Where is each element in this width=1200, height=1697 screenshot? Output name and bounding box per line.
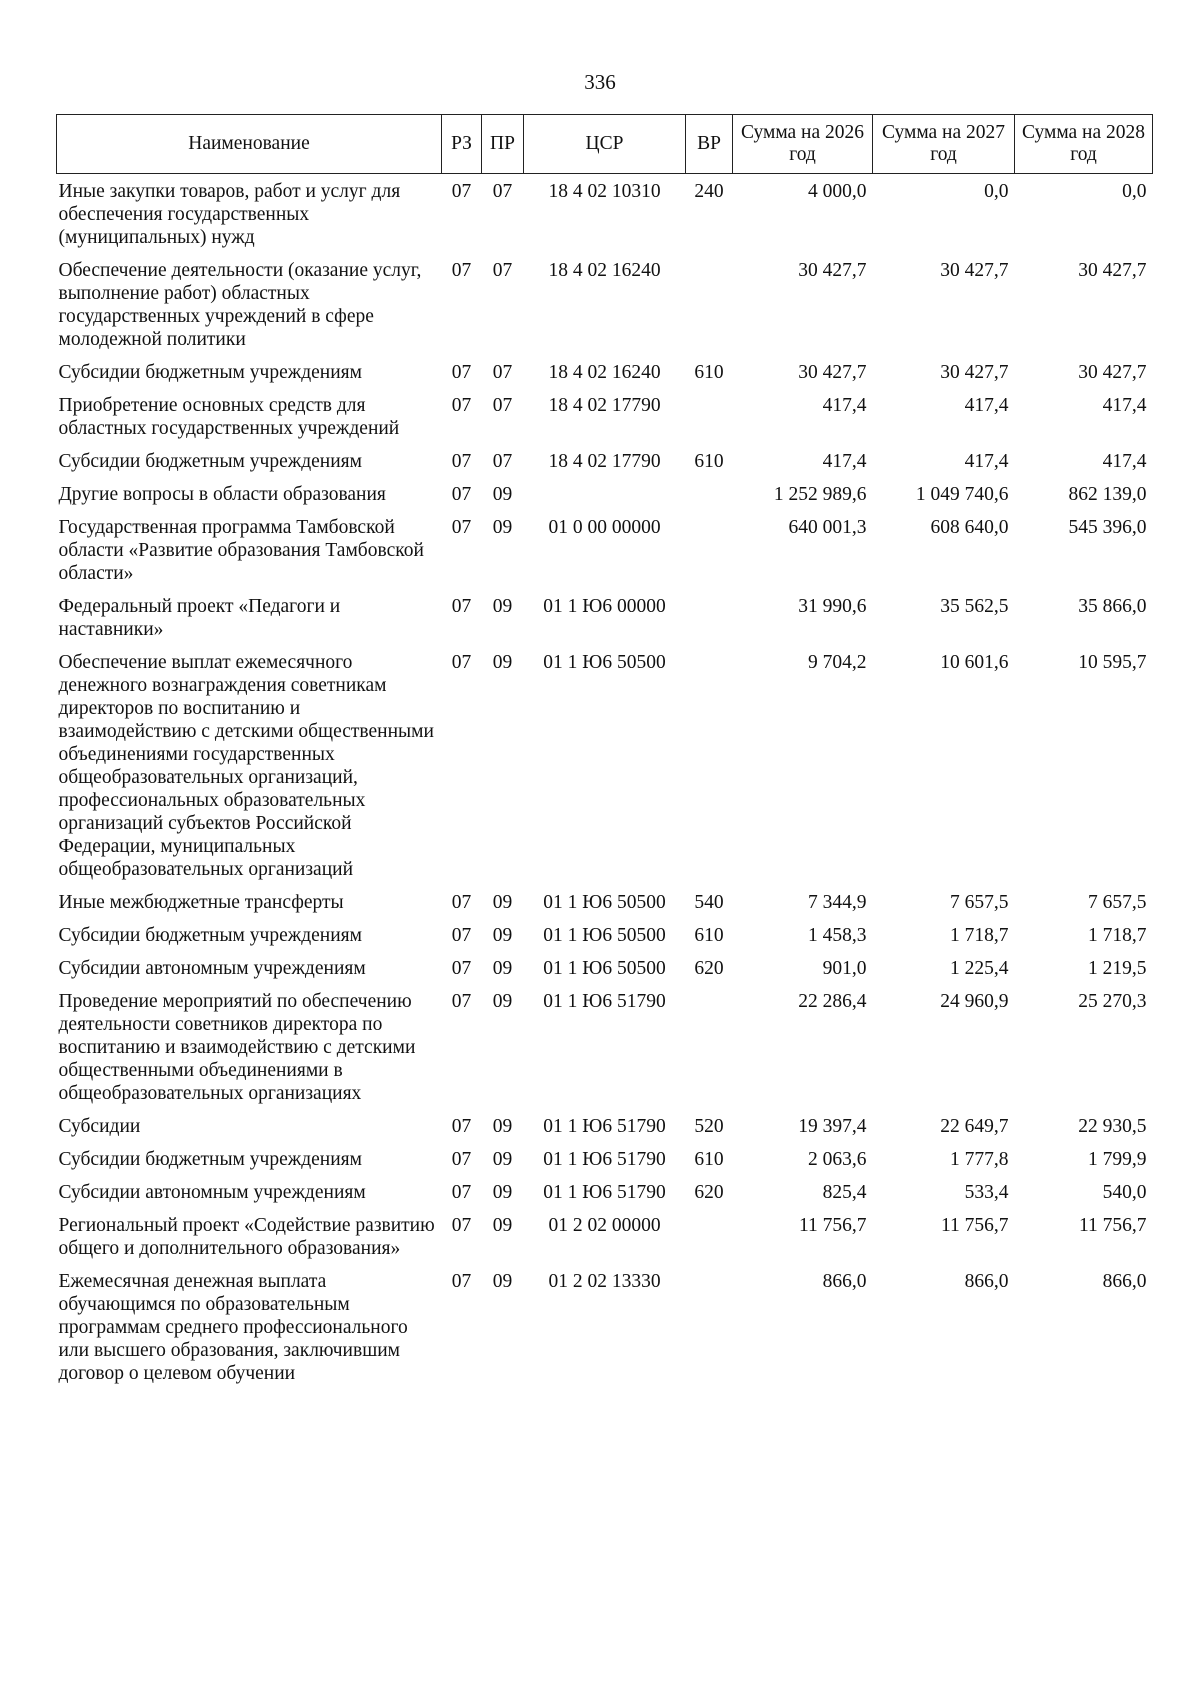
cell-sum-2028: 35 866,0 [1078,596,1147,617]
cell-name: Другие вопросы в области образования [58,484,386,505]
cell-sum-2028: 1 219,5 [1088,958,1147,979]
table-row [57,388,1153,444]
cell-sum-2026: 901,0 [822,958,867,979]
cell-name: Обеспечение выплат ежемесячного денежного вознаграждения советникам директоров по воспитанию и взаимодействию с детскими общественными объединениями государственных общеобразовательных организаций, профессиональных образовательных организаций субъектов Российской Федерации, муниципальных общеобразовательных организаций [58,652,434,880]
cell-name: Государственная программа Тамбовской области «Развитие образования Тамбовской области» [58,517,424,584]
cell-sum-2028: 417,4 [1102,395,1147,416]
cell-name: Региональный проект «Содействие развитию общего и дополнительного образования» [58,1215,435,1259]
cell-sum-2028: 545 396,0 [1068,517,1147,538]
table-row [57,1264,1153,1389]
cell-vr [686,388,733,444]
cell-sum-2028: 25 270,3 [1078,991,1147,1012]
cell-sum-2026: 9 704,2 [808,652,867,673]
cell-csr: 18 4 02 17790 [548,395,661,416]
cell-rz: 07 [451,395,472,416]
cell-rz: 07 [451,1149,472,1170]
cell-sum-2028: 0,0 [1122,181,1147,202]
cell-sum-2028: 866,0 [1102,1271,1147,1292]
cell-vr: 610 [694,451,724,472]
cell-vr [686,510,733,589]
cell-sum-2028: 11 756,7 [1078,1215,1147,1236]
header-sum-2026: Сумма на 2026 год [733,115,873,174]
cell-sum-2026: 866,0 [822,1271,867,1292]
cell-name: Ежемесячная денежная выплата обучающимся по образовательным программам среднего профессионального или высшего образования, заключившим договор о целевом обучении [58,1271,408,1384]
cell-name: Иные межбюджетные трансферты [58,892,344,913]
cell-sum-2028: 30 427,7 [1078,260,1147,281]
cell-vr [686,645,733,885]
cell-vr [686,477,733,510]
cell-pr: 07 [492,395,513,416]
cell-sum-2026: 7 344,9 [808,892,867,913]
cell-name: Приобретение основных средств для областных государственных учреждений [58,395,400,439]
cell-pr: 09 [492,1149,513,1170]
cell-pr: 09 [492,925,513,946]
cell-vr: 520 [694,1116,724,1137]
table-row [57,1208,1153,1264]
cell-csr: 01 1 Ю6 50500 [543,925,666,946]
cell-csr: 18 4 02 16240 [548,260,661,281]
cell-rz: 07 [451,260,472,281]
cell-sum-2027: 866,0 [964,1271,1009,1292]
cell-rz: 07 [451,958,472,979]
table-row [57,477,1153,510]
cell-sum-2026: 417,4 [822,451,867,472]
header-name: Наименование [57,115,442,174]
cell-name: Субсидии автономным учреждениям [58,1182,366,1203]
cell-sum-2028: 22 930,5 [1078,1116,1147,1137]
cell-csr: 01 1 Ю6 51790 [543,1182,666,1203]
cell-sum-2028: 1 799,9 [1088,1149,1147,1170]
cell-csr: 18 4 02 17790 [548,451,661,472]
cell-sum-2027: 22 649,7 [940,1116,1009,1137]
cell-csr: 01 1 Ю6 50500 [543,892,666,913]
table-row [57,984,1153,1109]
cell-sum-2028: 30 427,7 [1078,362,1147,383]
cell-sum-2027: 533,4 [964,1182,1009,1203]
cell-sum-2027: 608 640,0 [930,517,1009,538]
cell-vr [686,253,733,355]
cell-name: Субсидии автономным учреждениям [58,958,366,979]
cell-sum-2026: 31 990,6 [798,596,867,617]
cell-pr: 09 [492,484,513,505]
cell-vr: 620 [694,958,724,979]
table-row [57,589,1153,645]
cell-rz: 07 [451,1271,472,1292]
cell-vr [686,589,733,645]
table-row [57,355,1153,388]
cell-sum-2027: 0,0 [984,181,1009,202]
cell-vr: 610 [694,362,724,383]
cell-sum-2027: 417,4 [964,451,1009,472]
cell-pr: 07 [492,260,513,281]
cell-rz: 07 [451,484,472,505]
cell-pr: 09 [492,1116,513,1137]
cell-sum-2027: 1 225,4 [950,958,1009,979]
cell-rz: 07 [451,925,472,946]
cell-pr: 07 [492,451,513,472]
cell-sum-2027: 1 049 740,6 [915,484,1009,505]
table-row [57,1109,1153,1142]
cell-rz: 07 [451,1215,472,1236]
cell-sum-2028: 862 139,0 [1068,484,1147,505]
cell-csr: 01 1 Ю6 00000 [543,596,666,617]
cell-rz: 07 [451,991,472,1012]
cell-sum-2026: 1 458,3 [808,925,867,946]
table-body [57,174,1153,1390]
cell-name: Субсидии бюджетным учреждениям [58,362,362,383]
cell-csr: 01 1 Ю6 51790 [543,1116,666,1137]
cell-sum-2027: 10 601,6 [940,652,1009,673]
cell-sum-2027: 1 718,7 [950,925,1009,946]
cell-name: Субсидии бюджетным учреждениям [58,1149,362,1170]
cell-pr: 07 [492,181,513,202]
cell-sum-2026: 1 252 989,6 [773,484,867,505]
cell-vr: 610 [694,1149,724,1170]
cell-sum-2027: 35 562,5 [940,596,1009,617]
cell-name: Субсидии [58,1116,141,1137]
cell-sum-2026: 417,4 [822,395,867,416]
cell-sum-2028: 540,0 [1102,1182,1147,1203]
cell-name: Субсидии бюджетным учреждениям [58,925,362,946]
cell-sum-2026: 4 000,0 [808,181,867,202]
cell-pr: 09 [492,991,513,1012]
table-row [57,510,1153,589]
cell-name: Федеральный проект «Педагоги и наставники» [58,596,341,640]
cell-rz: 07 [451,362,472,383]
table-header [57,115,1153,174]
budget-table [56,114,1153,1389]
cell-vr [686,984,733,1109]
cell-name: Субсидии бюджетным учреждениям [58,451,362,472]
header-sum-2027: Сумма на 2027 год [873,115,1015,174]
cell-rz: 07 [451,181,472,202]
cell-vr: 540 [694,892,724,913]
cell-sum-2027: 30 427,7 [940,362,1009,383]
cell-sum-2027: 7 657,5 [950,892,1009,913]
cell-sum-2027: 24 960,9 [940,991,1009,1012]
cell-sum-2026: 30 427,7 [798,362,867,383]
cell-csr: 01 1 Ю6 50500 [543,958,666,979]
cell-vr: 240 [694,181,724,202]
cell-sum-2028: 1 718,7 [1088,925,1147,946]
cell-vr: 610 [694,925,724,946]
cell-pr: 09 [492,958,513,979]
cell-csr: 18 4 02 10310 [548,181,661,202]
cell-rz: 07 [451,1116,472,1137]
cell-sum-2026: 11 756,7 [798,1215,867,1236]
cell-sum-2027: 1 777,8 [950,1149,1009,1170]
cell-sum-2026: 30 427,7 [798,260,867,281]
cell-csr: 01 2 02 00000 [548,1215,661,1236]
cell-pr: 07 [492,362,513,383]
cell-vr [686,1264,733,1389]
cell-sum-2028: 10 595,7 [1078,652,1147,673]
cell-pr: 09 [492,652,513,673]
cell-vr [686,1208,733,1264]
table-row [57,253,1153,355]
cell-pr: 09 [492,1182,513,1203]
table-row [57,951,1153,984]
cell-sum-2027: 30 427,7 [940,260,1009,281]
header-vr: ВР [686,115,733,174]
header-rz: РЗ [442,115,482,174]
table-row [57,174,1153,254]
cell-sum-2026: 2 063,6 [808,1149,867,1170]
table-row [57,918,1153,951]
cell-sum-2027: 11 756,7 [940,1215,1009,1236]
cell-rz: 07 [451,517,472,538]
table-row [57,444,1153,477]
cell-pr: 09 [492,1271,513,1292]
cell-pr: 09 [492,517,513,538]
cell-csr [524,477,686,510]
cell-vr: 620 [694,1182,724,1203]
cell-csr: 18 4 02 16240 [548,362,661,383]
header-csr: ЦСР [524,115,686,174]
page-number: 336 [584,70,616,94]
cell-csr: 01 1 Ю6 50500 [543,652,666,673]
cell-pr: 09 [492,596,513,617]
cell-csr: 01 1 Ю6 51790 [543,1149,666,1170]
cell-rz: 07 [451,451,472,472]
table-row [57,1142,1153,1175]
cell-rz: 07 [451,892,472,913]
cell-sum-2028: 417,4 [1102,451,1147,472]
cell-rz: 07 [451,652,472,673]
cell-sum-2026: 22 286,4 [798,991,867,1012]
table-row [57,645,1153,885]
table-row [57,885,1153,918]
cell-rz: 07 [451,596,472,617]
cell-csr: 01 1 Ю6 51790 [543,991,666,1012]
cell-sum-2026: 19 397,4 [798,1116,867,1137]
header-pr: ПР [482,115,524,174]
cell-sum-2027: 417,4 [964,395,1009,416]
cell-sum-2026: 825,4 [822,1182,867,1203]
cell-csr: 01 2 02 13330 [548,1271,661,1292]
cell-sum-2028: 7 657,5 [1088,892,1147,913]
cell-csr: 01 0 00 00000 [548,517,661,538]
cell-pr: 09 [492,892,513,913]
table-row [57,1175,1153,1208]
cell-rz: 07 [451,1182,472,1203]
header-sum-2028: Сумма на 2028 год [1015,115,1153,174]
cell-name: Обеспечение деятельности (оказание услуг, выполнение работ) областных государственных учреждений в сфере молодежной политики [58,260,422,350]
cell-pr: 09 [492,1215,513,1236]
cell-name: Проведение мероприятий по обеспечению деятельности советников директора по воспитанию и взаимодействию с детскими общественными объединениями в общеобразовательных организациях [58,991,416,1104]
cell-name: Иные закупки товаров, работ и услуг для обеспечения государственных (муниципальных) нужд [58,181,401,248]
cell-sum-2026: 640 001,3 [788,517,867,538]
